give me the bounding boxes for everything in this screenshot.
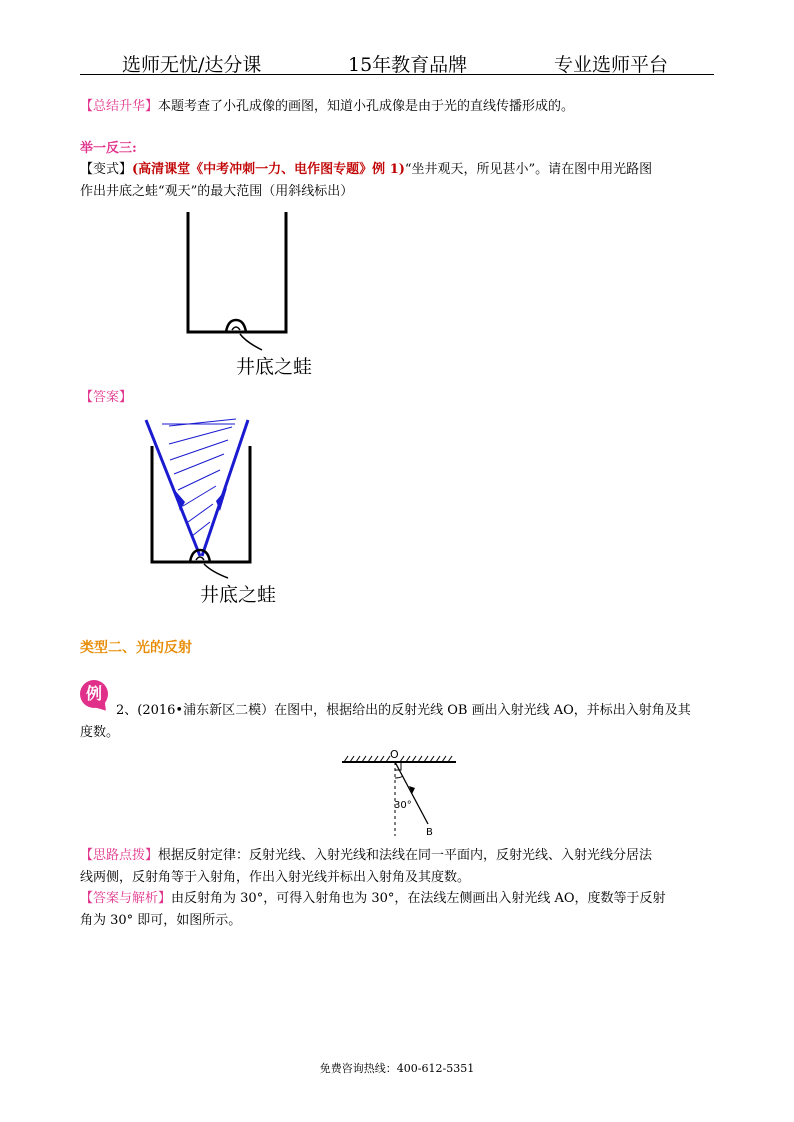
- well-outline: [188, 212, 286, 332]
- header-center: 15年教育品牌: [348, 54, 468, 76]
- reflected-ray: [395, 762, 428, 824]
- practice-heading: 举一反三:: [80, 141, 137, 156]
- frog-eye: [232, 327, 240, 330]
- variant-text-1: “坐井观天，所见甚小”。请在图中用光路图: [404, 162, 653, 177]
- example-line2: 度数。: [80, 725, 120, 740]
- label-b: B: [426, 827, 433, 838]
- label-pointer: [204, 564, 228, 578]
- ray-right: [202, 420, 248, 556]
- summary-paragraph: [80, 96, 720, 118]
- answer-tag: 【答案】: [80, 390, 133, 405]
- angle-label: 30°: [394, 800, 412, 811]
- well-answer-figure: [140, 416, 320, 616]
- arrow-left: [173, 488, 185, 511]
- frog-shape: [226, 320, 246, 332]
- solution-line1: [80, 888, 720, 910]
- well-figure: [180, 210, 340, 380]
- label-pointer: [240, 334, 262, 350]
- reflection-figure: [340, 748, 460, 840]
- solution-tag: 【答案与解析】: [80, 891, 172, 906]
- variant-line2: 作出井底之蛙“观天”的最大范围（用斜线标出）: [80, 184, 354, 199]
- header-left: 选师无忧/达分课: [122, 54, 262, 76]
- hint-text-1: 根据反射定律：反射光线、入射光线和法线在同一平面内，反射光线、入射光线分居法: [158, 848, 653, 863]
- frog-eye: [196, 557, 204, 560]
- frog-label: 井底之蛙: [200, 584, 277, 606]
- label-o: O: [390, 748, 399, 761]
- hint-line1: [80, 845, 720, 867]
- hint-line2: 线两侧，反射角等于入射角，作出入射光线并标出入射角及其度数。: [80, 870, 471, 885]
- solution-line2: 角为 30° 即可，如图所示。: [80, 913, 242, 928]
- example-badge: 例: [80, 680, 108, 708]
- hint-tag: 【思路点拨】: [80, 848, 159, 863]
- hatch-lines: [162, 419, 236, 536]
- solution-text-1: 由反射角为 30°，可得入射角也为 30°，在法线左侧画出入射光线 AO，度数等于反射: [171, 891, 666, 906]
- footer-hotline: 免费咨询热线：400-612-5351: [319, 1062, 475, 1075]
- page-header: [80, 44, 714, 75]
- example-line1: 2、(2016•浦东新区二模）在图中，根据给出的反射光线 OB 画出入射光线 AO，并标出入射角及其: [116, 703, 691, 718]
- angle-arc: [395, 776, 403, 778]
- header-right: 专业选师平台: [554, 54, 669, 76]
- section2-heading: 类型二、光的反射: [80, 640, 192, 656]
- variant-tag: 【变式】: [80, 162, 133, 177]
- summary-text: 本题考查了小孔成像的画图，知道小孔成像是由于光的直线传播形成的。: [158, 99, 575, 114]
- frog-label: 井底之蛙: [236, 356, 313, 378]
- variant-line1: [80, 159, 720, 181]
- variant-source: (高清课堂《中考冲刺一力、电作图专题》例 1): [132, 162, 405, 177]
- summary-tag: 【总结升华】: [80, 99, 159, 114]
